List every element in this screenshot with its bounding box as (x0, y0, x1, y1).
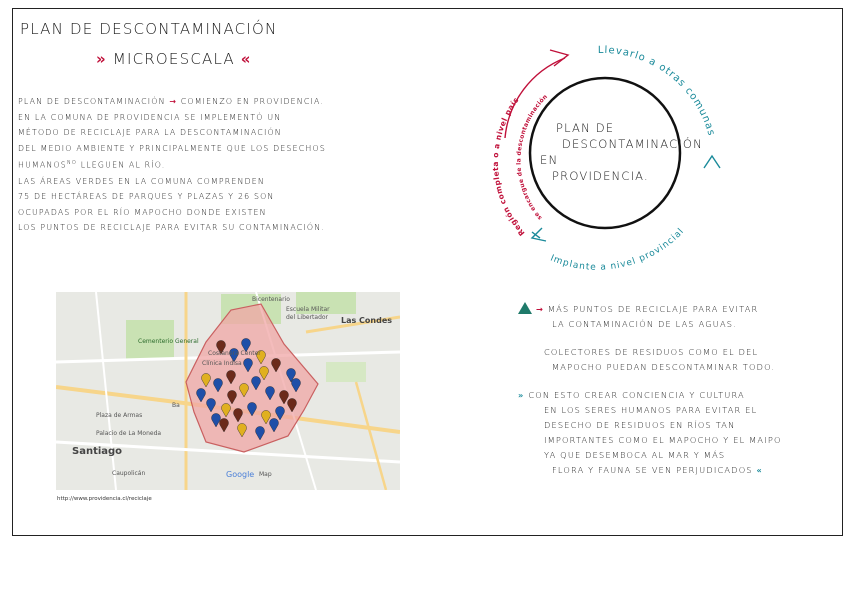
intro-line: MÉTODO DE RECICLAJE PARA LA DESCONTAMINACIÓN (18, 128, 282, 138)
map-label: Escuela Militar (286, 306, 330, 313)
arrow-icon: → (169, 97, 178, 106)
conclusion-line: DESECHO DE RESIDUOS EN RÍOS TAN (544, 420, 736, 430)
intro-line: 75 DE HECTÁREAS DE PARQUES Y PLAZAS Y 26 SON (18, 192, 275, 202)
intro-paragraph (18, 94, 336, 236)
arc-label-left-1: Región completa o a nivel país (490, 95, 527, 238)
map-source-url: http://www.providencia.cl/reciclaje (57, 496, 152, 502)
triangle-icon (518, 302, 532, 314)
conclusion-line: → MÁS PUNTOS DE RECICLAJE PARA EVITAR (518, 302, 818, 317)
map-label: Cementerio General (138, 338, 199, 345)
conclusions-block (518, 302, 818, 478)
intro-line: PLAN DE DESCONTAMINACIÓN → COMIENZO EN PROVIDENCIA. (18, 97, 325, 106)
map-label: Plaza de Armas (96, 412, 143, 419)
map-label: Santiago (72, 446, 123, 457)
map-label: Costanera Center (208, 350, 261, 357)
conclusion-line: FLORA Y FAUNA SE VEN PERJUDICADOS « (552, 465, 764, 475)
subtitle-text: MICROESCALA (112, 50, 235, 68)
conclusion-line: MAPOCHO PUEDAN DESCONTAMINAR TODO. (552, 362, 776, 372)
map-label: Map (259, 471, 272, 478)
chevron-mark: « (756, 465, 764, 475)
page-margin (0, 544, 852, 590)
map-label: Ba (172, 402, 180, 409)
map-label: Las Condes (341, 316, 393, 325)
page-title: PLAN DE DESCONTAMINACIÓN (20, 20, 278, 38)
arc-label-top-right: Llevarlo a otras comunas (597, 44, 717, 138)
map-label: Clínica Indisa (202, 360, 242, 367)
intro-line: DEL MEDIO AMBIENTE Y PRINCIPALMENTE QUE LOS DESECHOS (18, 143, 326, 153)
arrow-icon: → (536, 304, 545, 314)
conclusion-line: COLECTORES DE RESIDUOS COMO EL DEL (544, 347, 759, 357)
page-subtitle (96, 50, 252, 68)
arc-label-left-2: se encargue de la descontaminación (515, 93, 550, 222)
conclusion-line: LA CONTAMINACIÓN DE LAS AGUAS. (552, 319, 737, 329)
chevron-left-mark: » (96, 50, 107, 68)
map-label: Caupolicán (112, 470, 146, 477)
conclusion-line: » CON ESTO CREAR CONCIENCIA Y CULTURA (518, 390, 745, 400)
intro-line: LOS PUNTOS DE RECICLAJE PARA EVITAR SU CONTAMINACIÓN. (18, 223, 325, 233)
google-logo: Google (226, 470, 255, 479)
map-label: Palacio de La Moneda (96, 430, 162, 437)
map-label: Bicentenario (252, 296, 290, 303)
recycling-map (56, 292, 400, 490)
teal-arrowhead-icon (704, 156, 720, 168)
conclusion-line: EN LOS SERES HUMANOS PARA EVITAR EL (544, 405, 758, 415)
intro-line: OCUPADAS POR EL RÍO MAPOCHO DONDE EXISTEN (18, 207, 267, 217)
map-label: del Libertador (286, 314, 329, 321)
intro-line: $HUMANOS^{NO}$ LLEGUEN AL RÍO. (18, 160, 166, 170)
chevron-mark: » (518, 390, 525, 400)
chevron-right-mark: « (240, 50, 252, 68)
arc-label-bottom-right: Implante a nivel provincial (548, 226, 687, 273)
cycle-center-text: PLAN DE DESCONTAMINACIÓN EN PROVIDENCIA. (540, 121, 703, 183)
intro-line: LAS ÁREAS VERDES EN LA COMUNA COMPRENDEN (18, 176, 265, 186)
conclusion-line: YA QUE DESEMBOCA AL MAR Y MÁS (544, 450, 726, 460)
intro-line: EN LA COMUNA DE PROVIDENCIA SE IMPLEMENTÓ UN (18, 112, 282, 122)
conclusion-line: IMPORTANTES COMO EL MAPOCHO Y EL MAIPO (544, 435, 782, 445)
